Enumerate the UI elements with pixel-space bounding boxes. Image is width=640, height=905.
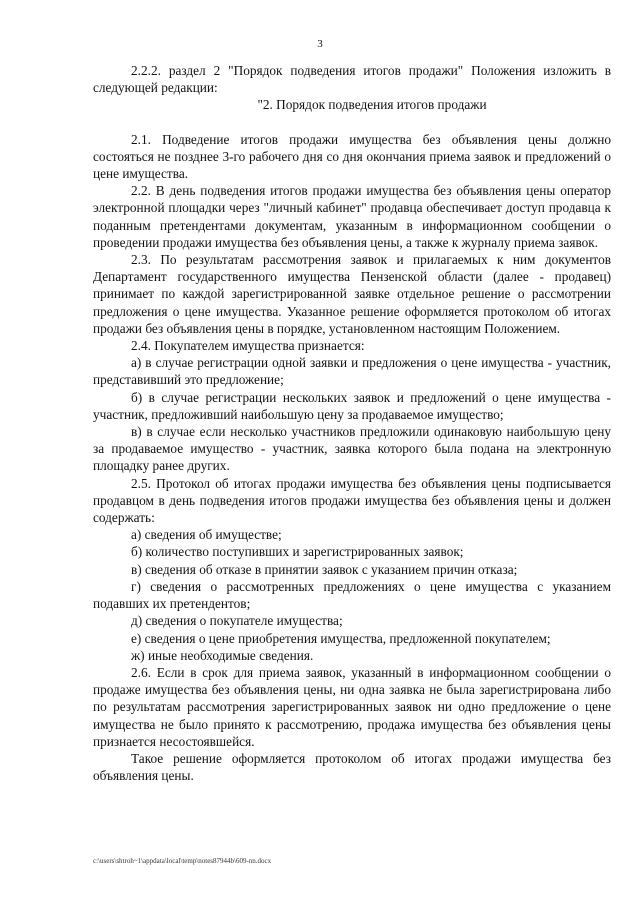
section-title: "2. Порядок подведения итогов продажи [257, 97, 487, 113]
paragraph-final: Такое решение оформляется протоколом об итогах продажи имущества без объявления цены. [93, 750, 611, 784]
paragraph-2-4: 2.4. Покупателем имущества признается: [131, 338, 365, 354]
paragraph-2-6: 2.6. Если в срок для приема заявок, указанный в информационном сообщении о продаже имущества без объявления цены, ни одна заявка не была зарегистрирована либо по результатам рассмотрения зарегистрированных заявок ни одно предложение о цене имущества не было принято к рассмотрению, продажа имущества без объявления цены признается несостоявшейся. [93, 664, 611, 749]
list-item-2-4-v: в) в случае если несколько участников предложили одинаковую наибольшую цену за продаваемое имущество - участник, заявка которого была подана на электронную площадку ранее других. [93, 424, 611, 474]
list-item-2-5-d: д) сведения о покупателе имущества; [131, 613, 343, 629]
list-item-2-4-a: а) в случае регистрации одной заявки и предложения о цене имущества - участник, представивший это предложение; [93, 355, 611, 388]
list-item-2-5-zh: ж) иные необходимые сведения. [131, 647, 314, 663]
page-number: 3 [317, 38, 323, 50]
paragraph-2-1: 2.1. Подведение итогов продажи имущества без объявления цены должно состояться не позднее 3-го рабочего дня со дня окончания приема заявок и предложений о цене имущества. [93, 131, 611, 182]
list-item-2-5-v: в) сведения об отказе в принятии заявок с указанием причин отказа; [131, 561, 518, 577]
paragraph-2-3: 2.3. По результатам рассмотрения заявок и прилагаемых к ним документов Департамент государственного имущества Пензенской области (далее - продавец) принимает по каждой зарегистрированной заявке отдельное решение о рассмотрении предложения о цене имущества. Указанное решение оформляется протоколом об итогах продажи без объявления цены в порядке, установленном настоящим Положением. [93, 252, 611, 336]
paragraph-2-2: 2.2. В день подведения итогов продажи имущества без объявления цены оператор электронной площадки через "личный кабинет" продавца обеспечивает доступ продавца к поданным претендентами документам, указанным в информационном сообщении о проведении продажи имущества без объявления цены, а также к журналу приема заявок. [93, 183, 611, 250]
paragraph-2-5: 2.5. Протокол об итогах продажи имущества без объявления цены подписывается продавцом в день подведения итогов продажи имущества без объявления цены и должен содержать: [93, 475, 611, 526]
paragraph-2-2-2: 2.2.2. раздел 2 "Порядок подведения итогов продажи" Положения изложить в следующей редакции: [93, 63, 611, 96]
list-item-2-5-e: е) сведения о цене приобретения имущества, предложенной покупателем; [131, 630, 551, 646]
list-item-2-5-g: г) сведения о рассмотренных предложениях о цене имущества с указанием подавших их претендентов; [93, 578, 611, 612]
list-item-2-5-b: б) количество поступивших и зарегистрированных заявок; [131, 544, 464, 560]
list-item-2-4-b: б) в случае регистрации нескольких заявок и предложений о цене имущества - участник, предложивший наибольшую цену за продаваемое имущество; [93, 389, 611, 422]
list-item-2-5-a: а) сведения об имуществе; [131, 527, 282, 543]
footer-file-path: c:\users\shtroh~1\appdata\local\temp\notes87944b\609-nn.docx [93, 857, 272, 865]
document-body [93, 62, 611, 784]
